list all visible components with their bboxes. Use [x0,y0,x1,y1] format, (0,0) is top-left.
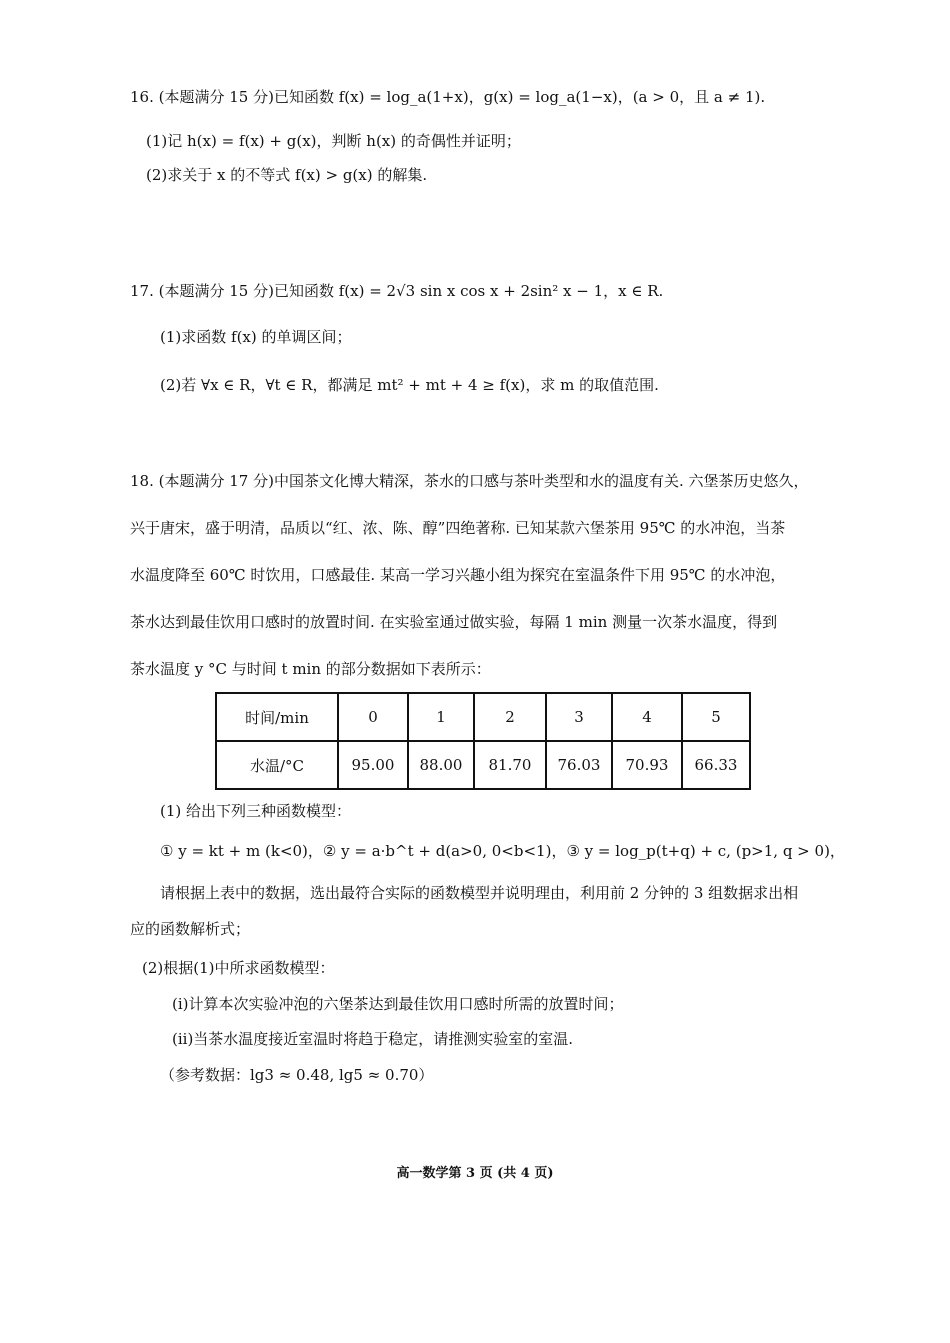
q18-part2-intro: (2)根据(1)中所求函数模型： [142,959,335,977]
table-cell: 70.93 [612,741,682,789]
table-cell: 1 [408,693,474,741]
q18-line5: 茶水温度 y °C 与时间 t min 的部分数据如下表所示： [130,660,491,678]
table-cell: 5 [682,693,750,741]
temperature-table [215,692,751,790]
table-cell: 88.00 [408,741,474,789]
q18-part1-task-line2: 应的函数解析式； [130,920,251,938]
table-row [216,693,750,741]
page-footer: 高一数学第 3 页 (共 4 页) [396,1166,554,1181]
table-cell: 0 [338,693,408,741]
table-cell: 66.33 [682,741,750,789]
table-header-time: 时间/min [216,693,338,741]
q18-line3: 水温度降至 60℃ 时饮用，口感最佳. 某高一学习兴趣小组为探究在室温条件下用 95℃ 的水冲泡， [130,566,786,584]
q18-line1: 18. (本题满分 17 分)中国茶文化博大精深，茶水的口感与茶叶类型和水的温度有关. 六堡茶历史悠久， [130,472,809,490]
q16-part2: (2)求关于 x 的不等式 f(x) > g(x) 的解集. [146,166,428,184]
q17-part2: (2)若 ∀x ∈ R，∀t ∈ R，都满足 mt² + mt + 4 ≥ f(x)，求 m 的取值范围. [160,376,659,394]
q18-part1-intro: (1) 给出下列三种函数模型： [160,802,352,820]
reference-data: （参考数据：lg3 ≈ 0.48, lg5 ≈ 0.70） [160,1066,434,1084]
q18-models: ① y = kt + m (k<0)，② y = a·b^t + d(a>0, 0<b<1)，③ y = log_p(t+q) + c, (p>1, q > 0)， [160,842,845,860]
table-cell: 2 [474,693,546,741]
q18-part2-i: (i)计算本次实验冲泡的六堡茶达到最佳饮用口感时所需的放置时间； [172,995,624,1013]
q18-line2: 兴于唐宋，盛于明清，品质以“红、浓、陈、醇”四绝著称. 已知某款六堡茶用 95℃ 的水冲泡，当茶 [130,519,786,537]
q18-line4: 茶水达到最佳饮用口感时的放置时间. 在实验室通过做实验，每隔 1 min 测量一次茶水温度，得到 [130,613,778,631]
q18-part1-task-line1: 请根据上表中的数据，选出最符合实际的函数模型并说明理由，利用前 2 分钟的 3 组数据求出相 [160,884,799,902]
q18-part2-ii: (ii)当茶水温度接近室温时将趋于稳定，请推测实验室的室温. [172,1030,574,1048]
q17-part1: (1)求函数 f(x) 的单调区间； [160,328,352,346]
table-cell: 95.00 [338,741,408,789]
table-cell: 3 [546,693,612,741]
table-cell: 76.03 [546,741,612,789]
q16-part1: (1)记 h(x) = f(x) + g(x)，判断 h(x) 的奇偶性并证明； [146,132,521,150]
q16-stem: 16. (本题满分 15 分)已知函数 f(x) = log_a(1+x)，g(x) = log_a(1−x)，(a > 0，且 a ≠ 1). [130,88,766,106]
table-cell: 81.70 [474,741,546,789]
table-cell: 4 [612,693,682,741]
table-row [216,741,750,789]
table-header-temp: 水温/°C [216,741,338,789]
q17-stem: 17. (本题满分 15 分)已知函数 f(x) = 2√3 sin x cos x + 2sin² x − 1，x ∈ R. [130,282,664,300]
